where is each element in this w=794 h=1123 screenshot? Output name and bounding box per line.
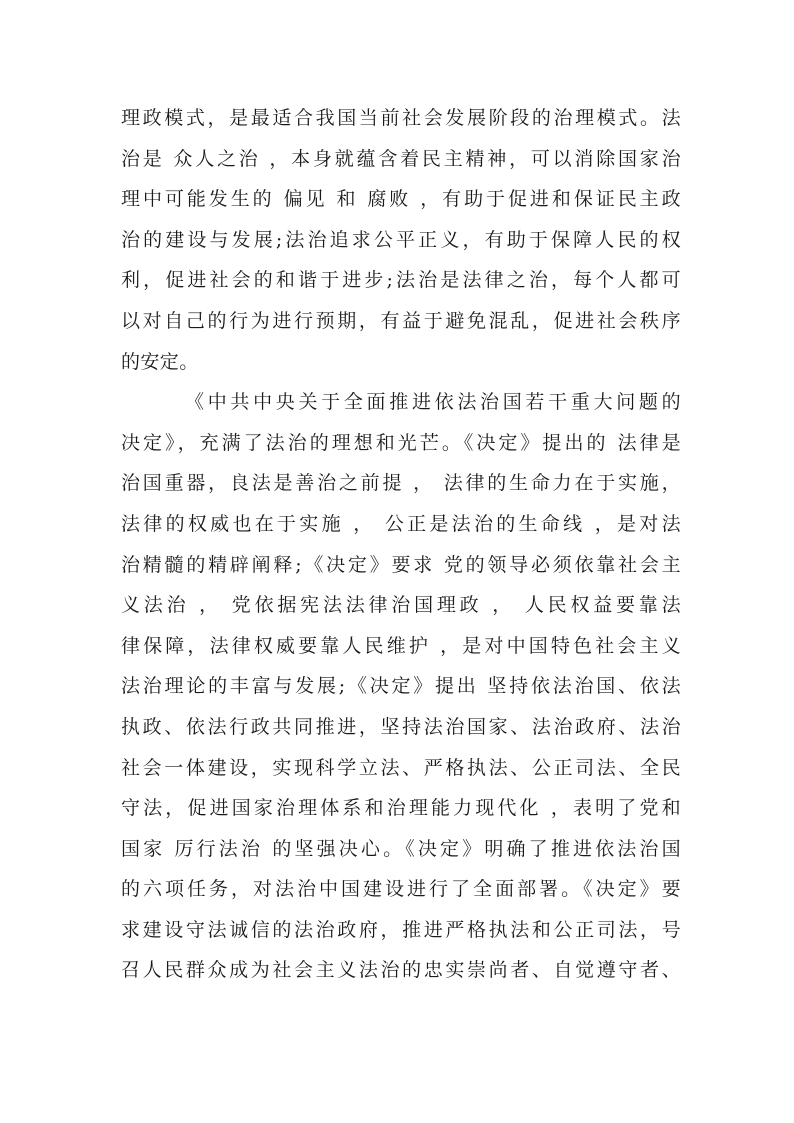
text-line: 的安定。 <box>121 350 199 373</box>
text-line: 治精髓的精辟阐释;《决定》要求 党的领导必须依靠社会主 <box>121 553 681 576</box>
text-line: 治的建设与发展;法治追求公平正义，有助于保障人民的权 <box>121 228 681 251</box>
text-line: 《中共中央关于全面推进依法治国若干重大问题的 <box>185 391 681 414</box>
text-line: 社会一体建设，实现科学立法、严格执法、公正司法、全民 <box>121 756 681 779</box>
text-line: 治是 众人之治 ，本身就蕴含着民主精神，可以消除国家治 <box>121 147 681 170</box>
text-line: 法律的权威也在于实施 ， 公正是法治的生命线 ，是对法 <box>121 512 681 535</box>
text-line: 理政模式，是最适合我国当前社会发展阶段的治理模式。法 <box>121 107 681 129</box>
text-line: 求建设守法诚信的法治政府，推进严格执法和公正司法，号 <box>121 918 681 941</box>
text-line: 义法治 ， 党依据宪法法律治国理政 ， 人民权益要靠法 <box>121 594 681 617</box>
text-line: 守法，促进国家治理体系和治理能力现代化 ，表明了党和 <box>121 797 681 820</box>
text-line: 理中可能发生的 偏见 和 腐败 ，有助于促进和保证民主政 <box>121 188 681 211</box>
text-line: 决定》，充满了法治的理想和光芒。《决定》提出的 法律是 <box>121 431 681 454</box>
paragraph-2 <box>121 382 681 991</box>
text-line: 治国重器，良法是善治之前提 ， 法律的生命力在于实施， <box>121 472 681 495</box>
text-line: 的六项任务，对法治中国建设进行了全面部署。《决定》要 <box>121 878 681 901</box>
text-line: 召人民群众成为社会主义法治的忠实崇尚者、自觉遵守者、 <box>121 959 681 982</box>
text-line: 以对自己的行为进行预期，有益于避免混乱，促进社会秩序 <box>121 309 681 332</box>
text-line: 利，促进社会的和谐于进步;法治是法律之治，每个人都可 <box>121 269 681 292</box>
text-line: 国家 厉行法治 的坚强决心。《决定》明确了推进依法治国 <box>121 837 681 860</box>
text-line: 律保障，法律权威要靠人民维护 ，是对中国特色社会主义 <box>121 634 681 657</box>
text-line: 法治理论的丰富与发展;《决定》提出 坚持依法治国、依法 <box>121 675 681 698</box>
paragraph-1 <box>121 98 681 382</box>
text-line: 执政、依法行政共同推进，坚持法治国家、法治政府、法治 <box>121 715 681 738</box>
body-text <box>121 98 681 991</box>
